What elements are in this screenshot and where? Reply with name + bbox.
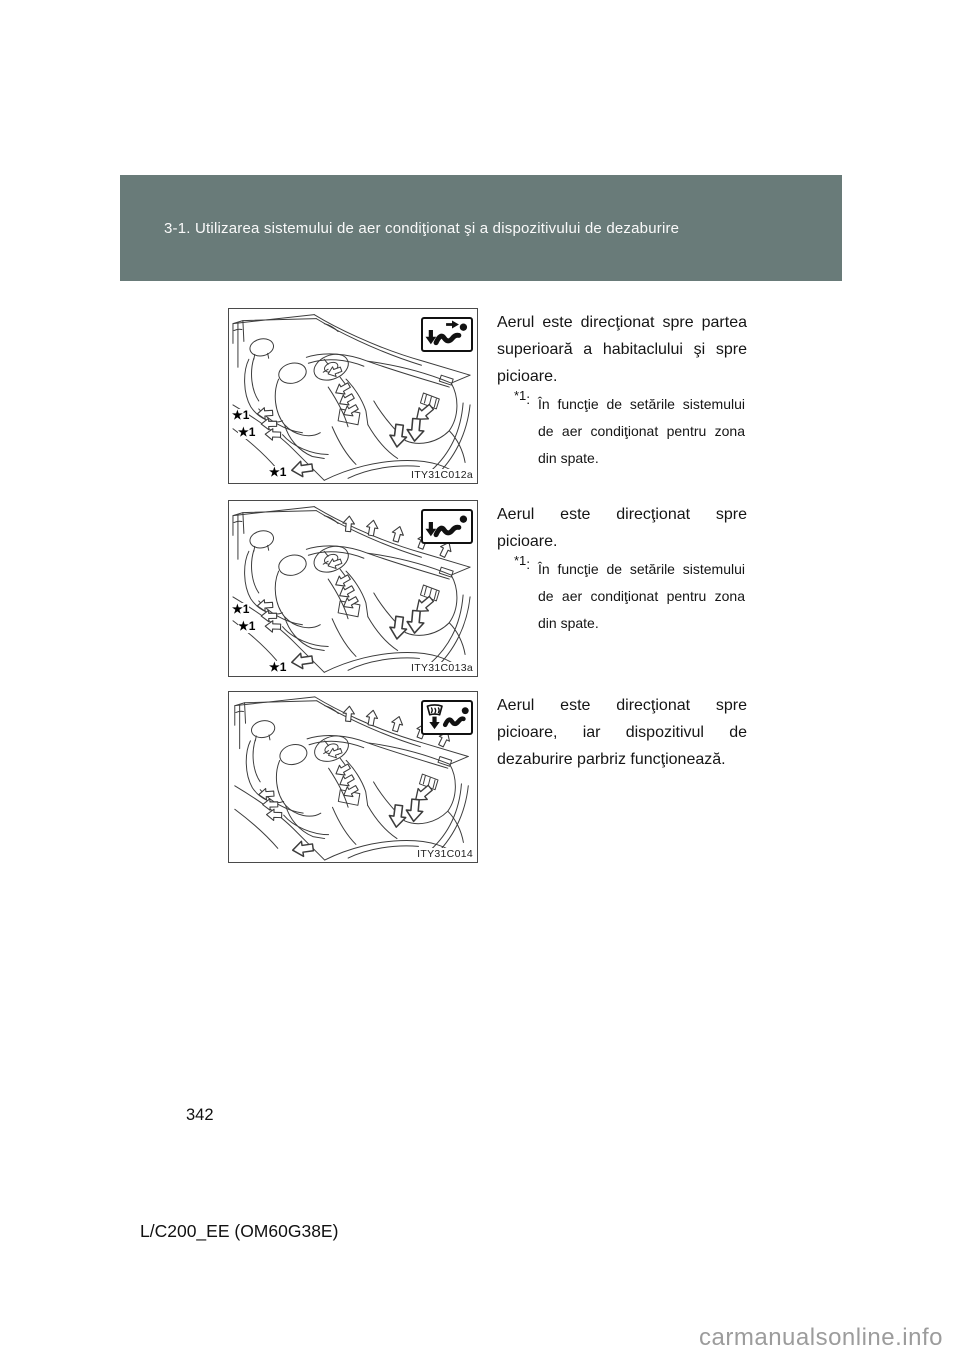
mode-section-foot-defrost — [0, 691, 960, 863]
figure-code: ITY31C012a — [408, 469, 473, 481]
foot-mode-icon — [421, 509, 473, 544]
footnote-text: În funcţie de setările sistemului de aer condiţionat pentru zona din spate. — [538, 561, 745, 631]
illustration-bilevel — [228, 308, 478, 484]
footnote-marker: *1: — [514, 553, 531, 572]
figure-code: ITY31C014 — [414, 848, 473, 860]
star1-label: ★1 — [269, 660, 287, 674]
text-block-foot-defrost — [497, 692, 747, 773]
star1-label: ★1 — [238, 425, 256, 439]
document-id: L/C200_EE (OM60G38E) — [140, 1221, 339, 1241]
star1-label: ★1 — [238, 619, 256, 633]
text-block-bilevel — [497, 309, 747, 472]
star1-label: ★1 — [232, 408, 250, 422]
star1-label: ★1 — [269, 465, 287, 479]
mode-section-bilevel — [0, 308, 960, 484]
chapter-header-bar — [120, 175, 842, 281]
chapter-title: 3-1. Utilizarea sistemului de aer condiţionat şi a dispozitivului de dezaburire — [164, 219, 680, 237]
footnote — [514, 553, 745, 637]
footnote-text: În funcţie de setările sistemului de aer condiţionat pentru zona din spate. — [538, 396, 745, 466]
page-number: 342 — [186, 1106, 214, 1124]
illustration-foot-defrost — [228, 691, 478, 863]
text-block-foot — [497, 501, 747, 637]
mode-description: Aerul este direcţionat spre picioare. — [497, 506, 747, 550]
illustration-foot — [228, 500, 478, 677]
footnote — [514, 388, 745, 472]
star1-label: ★1 — [232, 602, 250, 616]
mode-description: Aerul este direcţionat spre partea superioară a habitaclului şi spre picioare. — [497, 314, 747, 385]
foot-defrost-mode-icon — [421, 700, 473, 735]
bilevel-mode-icon — [421, 317, 473, 352]
figure-code: ITY31C013a — [408, 662, 473, 674]
footnote-marker: *1: — [514, 388, 531, 407]
mode-section-foot — [0, 500, 960, 677]
watermark: carmanualsonline.info — [699, 1324, 943, 1351]
mode-description: Aerul este direcţionat spre picioare, iar dispozitivul de dezaburire parbriz funcţionează. — [497, 697, 747, 768]
